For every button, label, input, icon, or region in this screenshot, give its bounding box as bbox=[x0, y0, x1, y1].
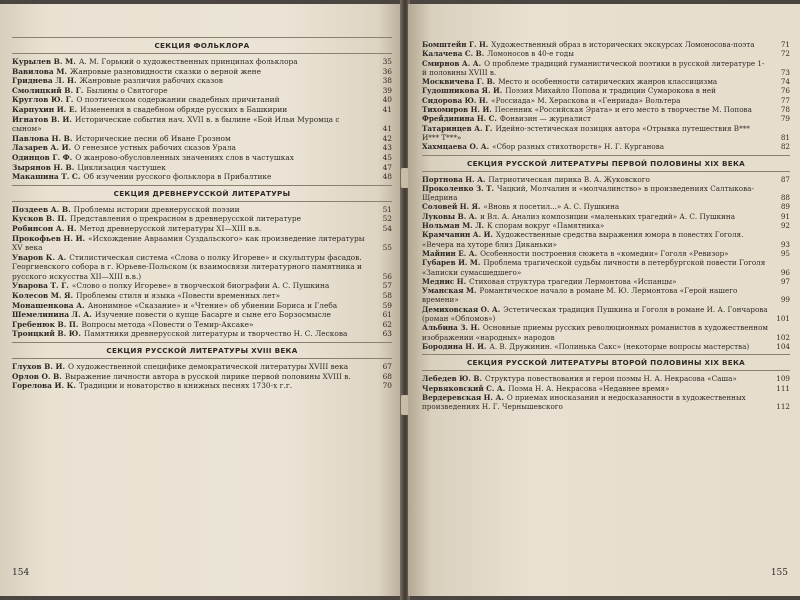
toc-page-number: 67 bbox=[382, 362, 392, 372]
toc-page-number: 89 bbox=[780, 202, 790, 212]
toc-title: Основные приемы русских революционных романистов в художественном изображении «народных» народов bbox=[422, 323, 769, 342]
toc-title: Проблема трагической судьбы личности в петербургской повести Гоголя «Записки сумасшедшего» bbox=[422, 258, 766, 277]
toc-author: Горелова И. К. bbox=[12, 381, 76, 391]
toc-author: Тихомиров Н. И. bbox=[422, 105, 492, 115]
toc-entry-text bbox=[12, 57, 370, 67]
toc-entry bbox=[422, 86, 790, 95]
toc-page-number: 81 bbox=[780, 132, 790, 142]
toc-entry bbox=[12, 115, 392, 134]
toc-author: Колесов М. Я. bbox=[12, 291, 74, 301]
toc-page-number: 39 bbox=[382, 85, 392, 95]
page-number-right: 155 bbox=[770, 568, 788, 578]
toc-author: Демиховская О. А. bbox=[422, 304, 501, 314]
toc-title: Проблемы истории древнерусской поэзии bbox=[73, 204, 240, 214]
toc-entry bbox=[422, 384, 790, 393]
toc-title: Исторические события нач. XVII в. в былине «Бой Ильи Муромца с сыном» bbox=[12, 114, 340, 134]
toc-author: Калачева С. В. bbox=[422, 49, 485, 59]
toc-title: О жанрово-обусловленных значениях слов в частушках bbox=[75, 152, 294, 162]
toc-author: Троицкий В. Ю. bbox=[12, 329, 81, 339]
toc-author: Гребенюк В. П. bbox=[12, 319, 79, 329]
toc-entry bbox=[12, 143, 392, 153]
toc-title: Изменения в свадебном обряде русских в Башкирии bbox=[80, 104, 288, 114]
toc-title: и Вл. А. Анализ композиции «маленьких трагедий» А. С. Пушкина bbox=[480, 211, 736, 221]
toc-entry bbox=[422, 249, 790, 258]
toc-entry bbox=[422, 175, 790, 184]
toc-entry bbox=[12, 86, 392, 96]
toc-title: Поэма Н. А. Некрасова «Недавнее время» bbox=[508, 383, 670, 393]
toc-page-number: 74 bbox=[780, 77, 790, 87]
toc-title: О поэтическом содержании свадебных причитаний bbox=[76, 95, 280, 105]
toc-entry-text bbox=[422, 374, 768, 383]
toc-entry-text bbox=[422, 105, 768, 114]
toc-title: Метод древнерусской литературы XI—XIII в.в. bbox=[79, 223, 262, 233]
toc-section bbox=[12, 342, 392, 391]
toc-entry-text bbox=[12, 372, 370, 382]
toc-entry-text bbox=[12, 205, 370, 215]
toc-entry-text bbox=[422, 40, 768, 49]
toc-author: Хахмцаева О. А. bbox=[422, 142, 490, 152]
toc-entry bbox=[12, 372, 392, 382]
toc-title: Циклизация частушек bbox=[77, 162, 166, 172]
toc-entry bbox=[422, 393, 790, 412]
toc-entry-text bbox=[12, 329, 370, 339]
toc-title: А. В. Дружинин. «Полинька Сакс» (некоторые вопросы мастерства) bbox=[489, 341, 750, 351]
toc-title: «Исхождение Авраамия Суздальского» как произведение литературы XV века bbox=[12, 233, 365, 253]
toc-entry bbox=[422, 59, 790, 78]
toc-entry bbox=[422, 77, 790, 86]
toc-title: Памятники древнерусской литературы и творчество Н. С. Лескова bbox=[83, 329, 348, 339]
toc-page-number: 77 bbox=[780, 95, 790, 105]
toc-entry-text bbox=[12, 301, 370, 311]
toc-author: Карпухин И. Е. bbox=[12, 104, 78, 114]
toc-author: Макашина Т. С. bbox=[12, 172, 81, 182]
toc-entry-text bbox=[12, 134, 370, 144]
toc-entry-text bbox=[12, 76, 370, 86]
toc-entry bbox=[422, 230, 790, 249]
toc-page-number: 41 bbox=[382, 124, 392, 134]
toc-title: Песенник «Российская Эрата» и его место в творчестве М. Попова bbox=[494, 105, 752, 115]
toc-title: Традиции и новаторство в книжных песнях 1730-х г.г. bbox=[78, 381, 293, 391]
toc-author: Лазарев А. И. bbox=[12, 143, 72, 153]
toc-entry bbox=[422, 40, 790, 49]
right-page bbox=[408, 4, 800, 596]
section-heading: СЕКЦИЯ РУССКОЙ ЛИТЕРАТУРЫ ПЕРВОЙ ПОЛОВИНЫ XIX ВЕКА bbox=[422, 155, 790, 172]
toc-page-number: 70 bbox=[382, 381, 392, 391]
toc-title: Художественные средства выражения юмора в повестях Гоголя. «Вечера на хуторе близ Диканьки» bbox=[422, 230, 744, 249]
toc-entry-text bbox=[422, 230, 768, 249]
toc-page-number: 45 bbox=[382, 152, 392, 162]
toc-page-number: 42 bbox=[382, 133, 392, 143]
toc-entry-text bbox=[422, 175, 768, 184]
toc-author: Нольман М. Л. bbox=[422, 221, 485, 231]
toc-entry-text bbox=[12, 67, 370, 77]
toc-entry bbox=[422, 105, 790, 114]
toc-title: О генезисе устных рабочих сказов Урала bbox=[74, 143, 236, 153]
toc-page-number: 56 bbox=[382, 271, 392, 281]
toc-page-number: 104 bbox=[776, 341, 790, 351]
toc-title: Изучение повести о купце Басарге и сыне его Борзосмысле bbox=[94, 310, 331, 320]
toc-entry bbox=[12, 57, 392, 67]
toc-title: Романтическое начало в романе М. Ю. Лермонтова «Герой нашего времени» bbox=[422, 286, 738, 305]
toc-entry-text bbox=[12, 153, 370, 163]
toc-entry-text bbox=[422, 249, 768, 258]
toc-page-number: 59 bbox=[382, 300, 392, 310]
toc-author: Бородина Н. И. bbox=[422, 341, 487, 351]
toc-author: Сидорова Ю. Н. bbox=[422, 95, 489, 105]
toc-page-number: 62 bbox=[382, 319, 392, 329]
toc-title: О приемах иносказания и недосказанности в художественных произведениях Н. Г. Чернышевского bbox=[422, 392, 746, 412]
toc-entry bbox=[422, 286, 790, 305]
toc-title: Фонвизин — журналист bbox=[499, 114, 591, 124]
toc-author: Луковы В. А. bbox=[422, 211, 478, 221]
toc-entry-text bbox=[422, 393, 768, 412]
toc-list bbox=[12, 205, 392, 339]
toc-entry-text bbox=[422, 142, 768, 151]
toc-title: Жанровые различия рабочих сказов bbox=[79, 76, 223, 86]
toc-page-number: 109 bbox=[776, 374, 790, 384]
toc-page-number: 47 bbox=[382, 162, 392, 172]
toc-entry-text bbox=[12, 224, 370, 234]
toc-page-number: 55 bbox=[382, 243, 392, 253]
toc-entry-text bbox=[12, 281, 370, 291]
toc-page-number: 91 bbox=[780, 211, 790, 221]
toc-author: Бомштейн Г. Н. bbox=[422, 40, 489, 49]
toc-page-number: 48 bbox=[382, 172, 392, 182]
toc-author: Уварова Т. Г. bbox=[12, 281, 69, 291]
toc-author: Монашенкова А. bbox=[12, 300, 85, 310]
toc-author: Татаринцев А. Г. bbox=[422, 123, 493, 133]
toc-entry bbox=[12, 95, 392, 105]
toc-author: Лебедев Ю. В. bbox=[422, 374, 482, 384]
toc-list bbox=[12, 57, 392, 182]
toc-page-number: 51 bbox=[382, 204, 392, 214]
toc-page-number: 58 bbox=[382, 291, 392, 301]
toc-entry bbox=[422, 96, 790, 105]
toc-entry bbox=[422, 277, 790, 286]
toc-entry-text bbox=[422, 221, 768, 230]
toc-page-number: 87 bbox=[780, 174, 790, 184]
toc-entry bbox=[12, 163, 392, 173]
toc-title: Представления о прекрасном в древнерусской литературе bbox=[69, 214, 301, 224]
toc-entry bbox=[12, 320, 392, 330]
toc-title: Структура повествования и герои поэмы Н. А. Некрасова «Саша» bbox=[485, 374, 737, 384]
toc-entry bbox=[12, 172, 392, 182]
toc-entry bbox=[422, 114, 790, 123]
toc-title: А. М. Горький о художественных принципах фольклора bbox=[78, 57, 298, 66]
toc-entry bbox=[422, 342, 790, 351]
toc-page-number: 88 bbox=[780, 193, 790, 203]
toc-entry-text bbox=[422, 114, 768, 123]
toc-entry-text bbox=[422, 277, 768, 286]
toc-author: Курылев В. М. bbox=[12, 57, 76, 66]
toc-title: «Вновь я посетил...» А. С. Пушкина bbox=[483, 202, 620, 212]
toc-entry-text bbox=[12, 172, 370, 182]
toc-title: Проблемы стиля и языка «Повести временных лет» bbox=[76, 291, 281, 301]
toc-page-number: 36 bbox=[382, 66, 392, 76]
toc-author: Одинцов Г. Ф. bbox=[12, 152, 73, 162]
toc-author: Крамчанин А. И. bbox=[422, 230, 493, 240]
toc-page-number: 52 bbox=[382, 214, 392, 224]
toc-entry bbox=[12, 234, 392, 253]
toc-title: Патриотическая лирика В. А. Жуковского bbox=[488, 174, 650, 184]
page-number-left: 154 bbox=[12, 568, 30, 578]
toc-page-number: 43 bbox=[382, 143, 392, 153]
toc-title: Вопросы метода «Повести о Темир-Аксаке» bbox=[81, 319, 254, 329]
toc-author: Павлова Н. В. bbox=[12, 133, 73, 143]
toc-entry-text bbox=[12, 381, 370, 391]
toc-author: Смолицкий В. Г. bbox=[12, 85, 84, 95]
toc-author: Орлов О. В. bbox=[12, 371, 62, 381]
toc-page-number: 54 bbox=[382, 223, 392, 233]
toc-entry bbox=[12, 105, 392, 115]
toc-entry-text bbox=[12, 310, 370, 320]
toc-title: Анонимное «Сказание» и «Чтение» об убиении Бориса и Глеба bbox=[87, 300, 338, 310]
toc-entry bbox=[12, 301, 392, 311]
toc-author: Соловей Н. Я. bbox=[422, 202, 481, 212]
toc-title: Об изучении русского фольклора в Прибалтике bbox=[83, 172, 272, 182]
toc-page-number: 82 bbox=[780, 142, 790, 152]
toc-author: Проколенко З. Т. bbox=[422, 183, 495, 193]
toc-list bbox=[422, 40, 790, 152]
toc-entry-text bbox=[422, 258, 768, 277]
toc-entry-text bbox=[422, 202, 768, 211]
toc-title: Жанровые разновидности сказки о верной жене bbox=[70, 66, 261, 76]
toc-entry-text bbox=[422, 77, 768, 86]
toc-section bbox=[422, 354, 790, 411]
toc-page-number: 40 bbox=[382, 95, 392, 105]
toc-author: Робинсон А. Н. bbox=[12, 223, 77, 233]
toc-title: Ломоносов в 40-е годы bbox=[487, 49, 574, 59]
toc-author: Альбина З. Н. bbox=[422, 323, 480, 333]
toc-title: Поэзия Михайло Попова и традиции Сумарокова в ней bbox=[505, 86, 716, 96]
toc-entry bbox=[12, 67, 392, 77]
toc-entry-text bbox=[422, 384, 768, 393]
toc-title: «Россиада» М. Херaскова и «Генриада» Вольтера bbox=[491, 95, 681, 105]
toc-entry bbox=[12, 310, 392, 320]
toc-entry-text bbox=[422, 342, 768, 351]
toc-entry-text bbox=[422, 96, 768, 105]
toc-page-number: 38 bbox=[382, 76, 392, 86]
toc-entry bbox=[12, 362, 392, 372]
toc-title: Стиховая структура трагедии Лермонтова «Испанцы» bbox=[469, 276, 677, 286]
toc-page-number: 93 bbox=[780, 239, 790, 249]
toc-entry bbox=[422, 221, 790, 230]
toc-entry-text bbox=[12, 234, 370, 253]
toc-entry bbox=[422, 202, 790, 211]
toc-list bbox=[12, 362, 392, 391]
toc-title: Идейно-эстетическая позиция автора «Отрывка путешествия В*** И*** Т***» bbox=[422, 123, 750, 142]
toc-entry-text bbox=[422, 49, 768, 58]
toc-page-number: 57 bbox=[382, 281, 392, 291]
toc-title: Стилистическая система «Слова о полку Игореве» и скульптуры фасадов. Георгиевского собора в г. Юрьеве-Польском (к взаимосвязи литературного памятника и русского искусства XII—XIII в.в.) bbox=[12, 252, 362, 281]
toc-author: Гриднева Л. Н. bbox=[12, 76, 77, 86]
toc-author: Кусков В. П. bbox=[12, 214, 67, 224]
toc-author: Прокофьев Н. И. bbox=[12, 233, 86, 243]
toc-entry-text bbox=[12, 214, 370, 224]
section-heading: СЕКЦИЯ ФОЛЬКЛОРА bbox=[12, 37, 392, 54]
toc-title: Место и особенности сатирических жанров классицизма bbox=[498, 77, 718, 87]
toc-entry-text bbox=[12, 163, 370, 173]
toc-entry bbox=[422, 374, 790, 383]
toc-author: Уваров К. А. bbox=[12, 252, 67, 262]
toc-entry-text bbox=[422, 59, 768, 78]
toc-entry bbox=[12, 381, 392, 391]
toc-author: Игнатов В. И. bbox=[12, 114, 72, 124]
toc-title: Особенности построения сюжета в «комедии» Гоголя «Ревизор» bbox=[480, 248, 729, 258]
toc-title: О художественной специфике демократической литературы XVIII века bbox=[68, 362, 349, 372]
toc-entry-text bbox=[12, 105, 370, 115]
toc-entry-text bbox=[12, 86, 370, 96]
toc-entry bbox=[12, 205, 392, 215]
toc-page-number: 102 bbox=[776, 332, 790, 342]
toc-author: Вавилова М. bbox=[12, 66, 68, 76]
toc-page-number: 92 bbox=[780, 221, 790, 231]
toc-entry bbox=[12, 329, 392, 339]
section-heading: СЕКЦИЯ ДРЕВНЕРУССКОЙ ЛИТЕРАТУРЫ bbox=[12, 185, 392, 202]
left-page bbox=[0, 4, 402, 596]
toc-page-number: 101 bbox=[776, 314, 790, 324]
toc-title: «Сбор разных стихотворств» Н. Г. Курганова bbox=[492, 142, 665, 152]
right-toc bbox=[422, 40, 790, 411]
toc-entry-text bbox=[12, 320, 370, 330]
toc-page-number: 71 bbox=[780, 40, 790, 49]
section-heading: СЕКЦИЯ РУССКОЙ ЛИТЕРАТУРЫ ВТОРОЙ ПОЛОВИНЫ XIX ВЕКА bbox=[422, 354, 790, 371]
toc-entry-text bbox=[422, 323, 768, 342]
toc-author: Меднис Н. bbox=[422, 276, 467, 286]
toc-entry bbox=[422, 49, 790, 58]
toc-page-number: 78 bbox=[780, 105, 790, 115]
toc-author: Портнова Н. А. bbox=[422, 174, 486, 184]
toc-entry bbox=[12, 224, 392, 234]
toc-author: Гудошникова Я. И. bbox=[422, 86, 503, 96]
toc-title: Эстетическая традиция Пушкина и Гоголя в романе И. А. Гончарова (роман «Обломов») bbox=[422, 304, 768, 324]
toc-entry-text bbox=[12, 253, 370, 282]
toc-entry bbox=[422, 142, 790, 151]
toc-page-number: 72 bbox=[780, 49, 790, 59]
toc-entry-text bbox=[12, 362, 370, 372]
toc-page-number: 76 bbox=[780, 86, 790, 96]
toc-section bbox=[422, 155, 790, 352]
toc-title: К спорам вокруг «Памятника» bbox=[487, 221, 605, 231]
toc-entry bbox=[12, 281, 392, 291]
toc-author: Вердеревская Н. А. bbox=[422, 392, 504, 402]
toc-author: Фрейдинина Н. С. bbox=[422, 114, 497, 124]
toc-entry-text bbox=[12, 115, 370, 134]
toc-page-number: 73 bbox=[780, 67, 790, 77]
section-heading: СЕКЦИЯ РУССКОЙ ЛИТЕРАТУРЫ XVIII ВЕКА bbox=[12, 342, 392, 359]
toc-entry-text bbox=[422, 286, 768, 305]
toc-author: Майнин Е. А. bbox=[422, 248, 478, 258]
toc-list bbox=[422, 175, 790, 352]
toc-page-number: 95 bbox=[780, 248, 790, 258]
toc-entry bbox=[12, 76, 392, 86]
toc-entry bbox=[422, 305, 790, 324]
toc-page-number: 99 bbox=[780, 295, 790, 305]
toc-page-number: 35 bbox=[382, 57, 392, 66]
toc-section bbox=[12, 37, 392, 182]
toc-list bbox=[422, 374, 790, 411]
toc-entry bbox=[12, 153, 392, 163]
toc-title: «Слово о полку Игореве» в творческой биографии А. С. Пушкина bbox=[71, 281, 330, 291]
toc-entry bbox=[422, 323, 790, 342]
toc-author: Зырянов Н. В. bbox=[12, 162, 75, 172]
toc-title: Былины о Святогоре bbox=[86, 85, 168, 95]
toc-section bbox=[12, 185, 392, 339]
toc-entry-text bbox=[422, 86, 768, 95]
toc-title: О проблеме традиций гуманистической поэтики в русской литературе 1-й половины XVIII в. bbox=[422, 58, 765, 77]
toc-entry-text bbox=[422, 124, 768, 143]
toc-title: Художественный образ в исторических экскурсах Ломоносова-поэта bbox=[491, 40, 755, 49]
toc-entry bbox=[422, 258, 790, 277]
toc-page-number: 41 bbox=[382, 104, 392, 114]
toc-page-number: 79 bbox=[780, 114, 790, 124]
toc-author: Глухов В. И. bbox=[12, 362, 66, 372]
toc-author: Москвичева Г. В. bbox=[422, 77, 496, 87]
toc-entry bbox=[12, 214, 392, 224]
toc-page-number: 61 bbox=[382, 310, 392, 320]
toc-title: Чацкий, Молчалин и «молчалинство» в произведениях Салтыкова-Щедрина bbox=[422, 183, 754, 203]
toc-entry-text bbox=[12, 291, 370, 301]
toc-entry bbox=[422, 184, 790, 203]
toc-title: Выражение личности автора в русской лирике первой половины XVIII в. bbox=[64, 371, 351, 381]
toc-entry-text bbox=[422, 305, 768, 324]
toc-entry-text bbox=[12, 143, 370, 153]
toc-entry-text bbox=[12, 95, 370, 105]
toc-author: Червяковский С. А. bbox=[422, 383, 506, 393]
toc-page-number: 111 bbox=[776, 383, 790, 393]
toc-entry-text bbox=[422, 184, 768, 203]
toc-author: Губарев И. М. bbox=[422, 258, 481, 268]
toc-entry-text bbox=[422, 212, 768, 221]
toc-author: Смирнов А. А. bbox=[422, 58, 482, 68]
toc-entry bbox=[12, 134, 392, 144]
toc-page-number: 68 bbox=[382, 371, 392, 381]
toc-page-number: 96 bbox=[780, 267, 790, 277]
toc-page-number: 97 bbox=[780, 276, 790, 286]
toc-author: Уманская М. bbox=[422, 286, 477, 296]
toc-entry bbox=[12, 291, 392, 301]
toc-entry bbox=[12, 253, 392, 282]
toc-author: Поздеев А. В. bbox=[12, 204, 71, 214]
toc-page-number: 112 bbox=[776, 402, 790, 412]
left-toc bbox=[12, 37, 392, 391]
toc-author: Шемелинина Л. А. bbox=[12, 310, 92, 320]
toc-entry bbox=[422, 124, 790, 143]
toc-page-number: 63 bbox=[382, 329, 392, 339]
toc-title: Исторические песни об Иване Грозном bbox=[75, 133, 231, 143]
toc-author: Круглов Ю. Г. bbox=[12, 95, 74, 105]
toc-entry bbox=[422, 212, 790, 221]
